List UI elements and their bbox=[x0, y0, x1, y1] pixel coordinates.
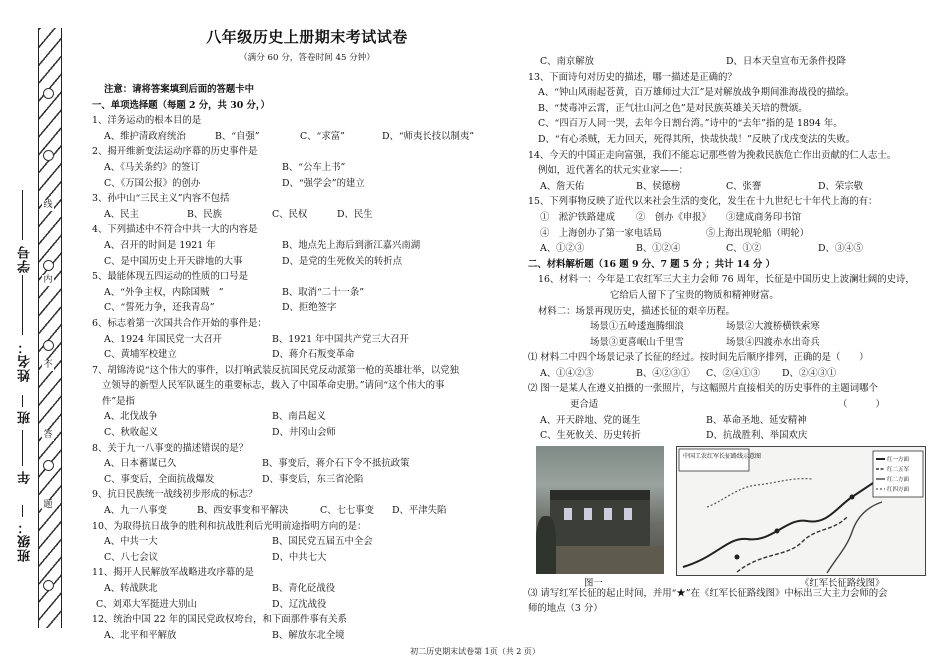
binding-word: 题 bbox=[43, 500, 53, 510]
option: A、中共一大 bbox=[104, 536, 158, 548]
sub-question-3: 师的地点（3 分） bbox=[528, 603, 603, 615]
option: C、秋收起义 bbox=[104, 427, 159, 439]
question-1: 1、洋务运动的根本目的是 bbox=[92, 115, 202, 127]
question-14: 例如，近代著名的状元实业家——： bbox=[538, 165, 689, 177]
scene: 场景①五岭逶迤腾细浪 bbox=[590, 321, 684, 333]
question-11-options bbox=[92, 581, 522, 597]
page-footer: 初二历史期末试卷第 1页（共 2 页） bbox=[410, 647, 540, 656]
window-shape bbox=[624, 508, 632, 520]
material-2: 材料二：场景再现历史，描述长征的艰辛历程。 bbox=[538, 305, 735, 317]
question-8-options bbox=[92, 456, 522, 472]
question-2: 2、揭开维新变法运动序幕的历史事件是 bbox=[92, 146, 258, 158]
right-column bbox=[528, 54, 933, 617]
question-4: 4、下列描述中不符合中共一大的内容是 bbox=[92, 224, 258, 236]
question-9: 9、抗日民族统一战线初步形成的标志？ bbox=[92, 489, 258, 501]
item: ③建成商务印书馆 bbox=[726, 211, 802, 223]
window-shape bbox=[584, 508, 592, 520]
binding-word: 内 bbox=[43, 275, 53, 285]
option: A、①④②③ bbox=[540, 367, 594, 379]
question-3-options bbox=[92, 207, 522, 223]
question-4-options bbox=[92, 254, 522, 270]
question-14-options bbox=[528, 179, 933, 195]
question-5-options bbox=[92, 300, 522, 316]
binding-word: 答 bbox=[43, 430, 53, 440]
binding-hatch bbox=[38, 28, 62, 628]
option: A、①②③ bbox=[540, 243, 585, 255]
option: B、西安事变和平解决 bbox=[197, 505, 289, 517]
question-14: 14、今天的中国正走向富强，我们不能忘记那些曾为挽救民族危亡作出贡献的仁人志士。 bbox=[528, 149, 897, 161]
exam-header bbox=[92, 26, 522, 64]
item: ⑤上海出现轮船（明轮） bbox=[706, 227, 810, 239]
question-11: 11、揭开人民解放军战略进攻序幕的是 bbox=[92, 567, 254, 579]
question-7-options bbox=[92, 409, 522, 425]
blank-line bbox=[22, 395, 23, 407]
legend-label: 红二五军 bbox=[887, 466, 910, 473]
option: B、④②③① bbox=[636, 367, 690, 379]
question-2-options bbox=[92, 176, 522, 192]
figure-2-caption: 《红军长征路线图》 bbox=[800, 577, 885, 589]
option: A、詹天佑 bbox=[540, 180, 585, 192]
option: D、“有心杀贼，无力回天，死得其所，快哉快哉！”反映了戊戌变法的失败。 bbox=[538, 133, 856, 145]
route-line bbox=[737, 517, 847, 572]
option: A、1924 年国民党一大召开 bbox=[104, 333, 222, 345]
option: D、荣宗敬 bbox=[818, 180, 864, 192]
tree-shape bbox=[536, 516, 556, 574]
option: C、八七会议 bbox=[104, 551, 159, 563]
question-15: 15、下列事物反映了近代以来社会生活的变化，发生在十九世纪七十年代上海的有： bbox=[528, 196, 878, 208]
question-text: 更合适 bbox=[570, 399, 599, 411]
scenes-row bbox=[528, 335, 933, 351]
option: D、辽沈战役 bbox=[272, 598, 327, 610]
question-12-options bbox=[92, 628, 522, 644]
sub-question-2-options bbox=[528, 428, 933, 444]
question-16: 它给后人留下了宝贵的物质和精神财富。 bbox=[610, 289, 779, 301]
window-shape bbox=[564, 508, 572, 520]
question-7-options bbox=[92, 425, 522, 441]
blank-line bbox=[22, 430, 23, 466]
question-6-options bbox=[92, 347, 522, 363]
section-heading: 二、材料解析题（16 题 9 分、7 题 5 分 ；共计 14 分 ） bbox=[528, 258, 776, 270]
binding-hole bbox=[43, 88, 54, 99]
option: A、《马关条约》的签订 bbox=[104, 161, 200, 173]
question-10-options bbox=[92, 534, 522, 550]
option: D、蒋介石叛变革命 bbox=[272, 349, 355, 361]
option: B、革命圣地、延安精神 bbox=[706, 414, 807, 426]
route-line bbox=[827, 502, 882, 573]
section-heading: 一、单项选择题（每题 2 分，共 30 分，） bbox=[92, 99, 270, 111]
answer-paren: （ ） bbox=[838, 399, 885, 411]
option: B、侯德榜 bbox=[636, 180, 681, 192]
scenes-row bbox=[528, 319, 933, 335]
question-3: 3、孙中山“三民主义”内容不包括 bbox=[92, 193, 230, 205]
sub-question-2: ⑵ 图一是某人在遵义拍摄的一张照片，与这幅照片直接相关的历史事件的主题词哪个 bbox=[528, 383, 878, 395]
left-column bbox=[92, 82, 522, 643]
scene: 场景④四渡赤水出奇兵 bbox=[726, 336, 820, 348]
map-title: 中国工农红军长征路线示意图 bbox=[683, 452, 762, 460]
option: A、“钟山风雨起苍黄，百万雄师过大江”是对解放战争期间淮海战役的描绘。 bbox=[538, 87, 855, 99]
option: A、“外争主权，内除国贼 ” bbox=[104, 286, 224, 298]
option: C、生死攸关、历史转折 bbox=[540, 430, 641, 442]
city-marker bbox=[850, 494, 855, 499]
option: B、国民党五届五中全会 bbox=[272, 536, 373, 548]
option: B、“焚毒冲云霄，正气壮山河之色”是对民族英雄关天培的赞颂。 bbox=[538, 102, 808, 114]
option: A、民主 bbox=[104, 208, 139, 220]
option: D、井冈山会师 bbox=[272, 427, 336, 439]
option: C、是中国历史上开天辟地的大事 bbox=[104, 255, 243, 267]
option: C、事变后，全面抗战爆发 bbox=[104, 473, 215, 485]
option: A、北平和平解放 bbox=[104, 629, 177, 641]
building-shape bbox=[550, 490, 650, 552]
option: C、南京解放 bbox=[540, 56, 595, 67]
sub-question-2 bbox=[528, 397, 933, 413]
option: B、“公车上书” bbox=[282, 161, 346, 173]
sub-question-2-options bbox=[528, 413, 933, 429]
option: D、②④③① bbox=[782, 367, 837, 379]
binding-hole bbox=[43, 150, 54, 161]
class-suffix-label: 班 bbox=[18, 410, 33, 424]
question-2-options bbox=[92, 160, 522, 176]
question-5-options bbox=[92, 285, 522, 301]
option: D、③④⑤ bbox=[818, 243, 864, 255]
option: B、青化砭战役 bbox=[272, 583, 336, 594]
option: D、平津失陷 bbox=[392, 505, 447, 517]
option: B、“自强” bbox=[215, 130, 260, 142]
option: C、刘邓大军挺进大别山 bbox=[96, 598, 197, 610]
option: D、事变后，东三省沦陷 bbox=[262, 473, 364, 485]
option: B、民族 bbox=[187, 208, 223, 220]
question-15-items bbox=[528, 226, 933, 242]
class-label: 班级： bbox=[18, 520, 33, 562]
item: ④ 上海创办了第一家电话局 bbox=[540, 227, 662, 239]
option: C、七七事变 bbox=[320, 505, 375, 517]
zunyi-photo bbox=[536, 446, 664, 574]
option: B、取消“二十一条” bbox=[282, 286, 365, 298]
binding-hole bbox=[43, 580, 54, 591]
question-7: 立领导的新型人民军队诞生的重要标志，载入了中国革命史册。”请问“这个伟大的事 bbox=[102, 380, 445, 392]
question-10: 10、为取得抗日战争的胜利和抗战胜利后光明前途指明方向的是： bbox=[92, 520, 367, 532]
question-13: 13、下面诗句对历史的描述，哪一描述是正确的？ bbox=[528, 71, 737, 83]
legend-label: 红一方面 bbox=[887, 456, 910, 463]
option: B、①②④ bbox=[636, 243, 681, 255]
question-7: 件”是指 bbox=[102, 395, 135, 407]
option: D、“师夷长技以制夷” bbox=[382, 130, 475, 142]
option: D、中共七大 bbox=[272, 551, 327, 563]
binding-hole bbox=[43, 340, 54, 351]
option: D、抗战胜利、举国欢庆 bbox=[706, 430, 808, 442]
option: B、南昌起义 bbox=[272, 411, 326, 423]
option: D、拒绝签字 bbox=[282, 302, 337, 314]
question-5: 5、最能体现五四运动的性质的口号是 bbox=[92, 271, 248, 283]
sub-question-3: ⑶ 请写红军长征的起止时间，并用“★”在《红军长征路线图》中标出三大主力会师的会 bbox=[528, 587, 888, 599]
option: C、②④①③ bbox=[706, 367, 761, 379]
scene: 场景③更喜岷山千里雪 bbox=[590, 336, 684, 348]
option: C、“求富” bbox=[300, 130, 345, 142]
item: ① 淞沪铁路建成 bbox=[540, 211, 616, 223]
option: B、地点先上海后到浙江嘉兴南湖 bbox=[282, 239, 421, 251]
option: C、黄埔军校建立 bbox=[104, 349, 177, 361]
question-15-items bbox=[528, 210, 933, 226]
route-line bbox=[683, 467, 897, 567]
question-6-options bbox=[92, 332, 522, 348]
option: D、“强学会”的建立 bbox=[282, 177, 365, 189]
option: C、①② bbox=[726, 243, 762, 255]
blank-line bbox=[22, 190, 23, 240]
figure-1-caption: 图一 bbox=[584, 577, 603, 589]
binding-word: 不 bbox=[43, 360, 53, 370]
exam-meta: （满分 60 分，答卷时间 45 分钟） bbox=[239, 53, 375, 63]
blank-line bbox=[22, 275, 23, 335]
option: C、民权 bbox=[272, 208, 308, 220]
question-11-options bbox=[92, 597, 522, 613]
student-id-label: 学号 bbox=[18, 245, 33, 273]
option: A、转战陕北 bbox=[104, 583, 158, 594]
option: D、日本天皇宣布无条件投降 bbox=[726, 56, 847, 67]
option: B、事变后，蒋介石下令不抵抗政策 bbox=[262, 458, 410, 470]
binding-hole bbox=[43, 260, 54, 271]
option: A、日本蓄谋已久 bbox=[104, 458, 177, 470]
option: B、1921 年中国共产党三大召开 bbox=[272, 333, 409, 345]
option: A、维护清政府统治 bbox=[104, 130, 186, 142]
sub-question-1: ⑴ 材料二中四个场景记录了长征的经过。按时间先后顺序排列，正确的是（ ） bbox=[528, 352, 869, 364]
notice: 注意：请将答案填到后面的答题卡中 bbox=[104, 84, 255, 95]
city-marker bbox=[735, 554, 740, 559]
option: A、北伐战争 bbox=[104, 411, 158, 423]
question-7: 7、胡锦涛说“这个伟大的事件，以打响武装反抗国民党反动派第一枪的英雄壮举，以党独 bbox=[92, 364, 460, 376]
question-10-options bbox=[92, 550, 522, 566]
question-8-options bbox=[92, 472, 522, 488]
question-12: 12、统治中国 22 年的国民党政权垮台，和下面那件事有关系 bbox=[92, 614, 347, 626]
option: C、“四百万人同一哭，去年今日割台湾。”诗中的“去年”指的是 1894 年。 bbox=[538, 118, 843, 130]
option: A、九一八事变 bbox=[104, 505, 168, 517]
scene: 场景②大渡桥横铁索寒 bbox=[726, 321, 820, 333]
legend-label: 红二方面 bbox=[887, 476, 910, 483]
sub-question-1-options bbox=[528, 366, 933, 382]
binding-word: 线 bbox=[43, 200, 53, 210]
legend-label: 红四方面 bbox=[887, 486, 910, 493]
figures bbox=[528, 446, 933, 589]
question-16: 16、材料一：今年是工农红军三大主力会师 76 周年，长征是中国历史上波澜壮阔的史诗， bbox=[538, 274, 915, 286]
option: B、解放东北全境 bbox=[272, 629, 345, 641]
question-4-options bbox=[92, 238, 522, 254]
map-drawing bbox=[677, 447, 925, 575]
binding-hole bbox=[43, 460, 54, 471]
option: C、张謇 bbox=[726, 180, 762, 192]
option: D、民生 bbox=[337, 208, 373, 220]
option: C、“誓死力争，还我青岛” bbox=[104, 302, 215, 314]
question-15-options bbox=[528, 241, 933, 257]
question-1-options bbox=[92, 129, 522, 145]
item: ② 创办《申报》 bbox=[636, 211, 712, 223]
route-line bbox=[707, 478, 812, 506]
question-6: 6、标志着第一次国共合作开始的事件是： bbox=[92, 317, 267, 329]
city-marker bbox=[775, 528, 780, 533]
option: C、《万国公报》的创办 bbox=[104, 177, 201, 189]
option: D、是党的生死攸关的转折点 bbox=[282, 255, 403, 267]
option: A、开天辟地、党的诞生 bbox=[540, 414, 641, 426]
question-9-options bbox=[92, 503, 522, 519]
blank-line bbox=[22, 505, 23, 517]
exam-title: 八年级历史上册期末考试试卷 bbox=[206, 28, 408, 46]
long-march-map bbox=[676, 446, 926, 576]
name-label: 姓名： bbox=[18, 340, 33, 382]
question-8: 8、关于九一八事变的描述错误的是？ bbox=[92, 442, 248, 454]
option: A、召开的时间是 1921 年 bbox=[104, 239, 216, 251]
question-12-options bbox=[528, 54, 933, 70]
window-shape bbox=[604, 508, 612, 520]
grade-label: 年 bbox=[18, 470, 33, 484]
